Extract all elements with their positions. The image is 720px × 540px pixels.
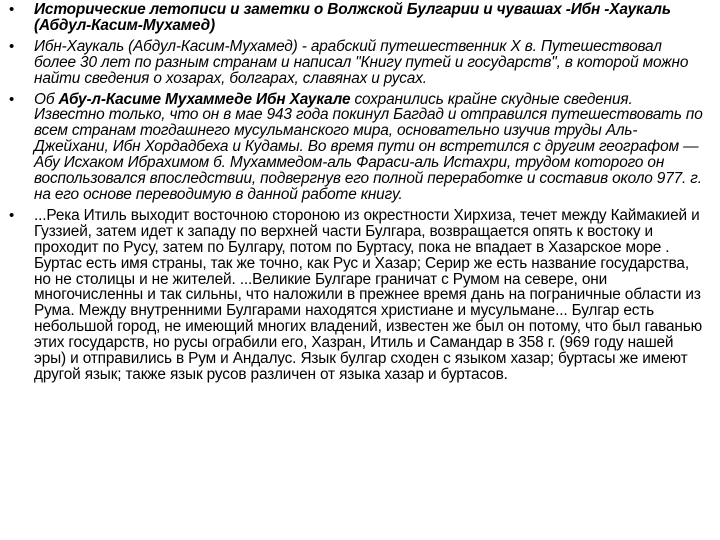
bullet-icon: • <box>9 90 15 108</box>
list-item-intro <box>0 39 720 87</box>
list-item-title <box>0 2 720 34</box>
biography-prefix: Об <box>34 90 59 108</box>
bullet-icon: • <box>9 37 15 55</box>
intro-text: Ибн-Хаукаль (Абдул-Касим-Мухамед) - арабский путешественник X в. Путешествовал более 30 лет по разным странам и написал "Книгу путей и государств", в которой можно найти сведения о хозарах, болгарах, славянах и русах. <box>34 37 689 87</box>
list-item-quote <box>0 208 720 383</box>
bullet-list <box>0 2 720 388</box>
bullet-icon: • <box>9 1 15 18</box>
biography-name: Абу-л-Касиме Мухаммеде Ибн Хаукале <box>58 90 351 108</box>
heading-text: Исторические летописи и заметки о Волжской Булгарии и чувашах -Ибн -Хаукаль (Абдул-Касим-Мухамед) <box>34 1 671 34</box>
quote-text: ...Река Итиль выходит восточною стороною из окрестности Хирхиза, течет между Каймакией и Гуззией, затем идет к западу по верхней части Булгара, возвращается опять к востоку и проходит по Русу, затем по Булгару, потом по Буртасу, пока не впадает в Хазарское море . Буртас есть имя страны, так же точно, как Рус и Хазар; Серир же есть название государства, но не столицы и не жителей. ...Великие Булгаре граничат с Румом на севере, они многочисленны и так сильны, что наложили в прежнее время дань на пограничные области из Рума. Между внутренними Булгарами находятся христиане и мусульмане... Булгар есть небольшой город, не имеющий многих владений, известен же был он потому, что был гаванью этих государств, но русы ограбили его, Хазран, Итиль и Самандар в 358 г. (969 году нашей эры) и отправились в Рум и Андалус. Язык булгар сходен с языком хазар; буртасы же имеют другой язык; также язык русов различен от языка хазар и буртасов. <box>34 206 703 383</box>
biography-text: сохранились крайне скудные сведения. Известно только, что он в мае 943 года покинул Багдад и отправился путешествовать по всем странам тогдашнего мусульманского мира, основательно изучив труды Аль-Джейхани, Ибн Хордадбеха и Кудамы. Во время пути он встретился с другим географом — Абу Исхаком Ибрахимом б. Мухаммедом-аль Фараси-аль Истахри, трудом которого он воспользовался впоследствии, подвергнув его полной переработке и составив около 977. г. на его основе переводимую в данной работе книгу. <box>34 90 703 203</box>
list-item-biography <box>0 92 720 203</box>
bullet-icon: • <box>9 206 15 224</box>
